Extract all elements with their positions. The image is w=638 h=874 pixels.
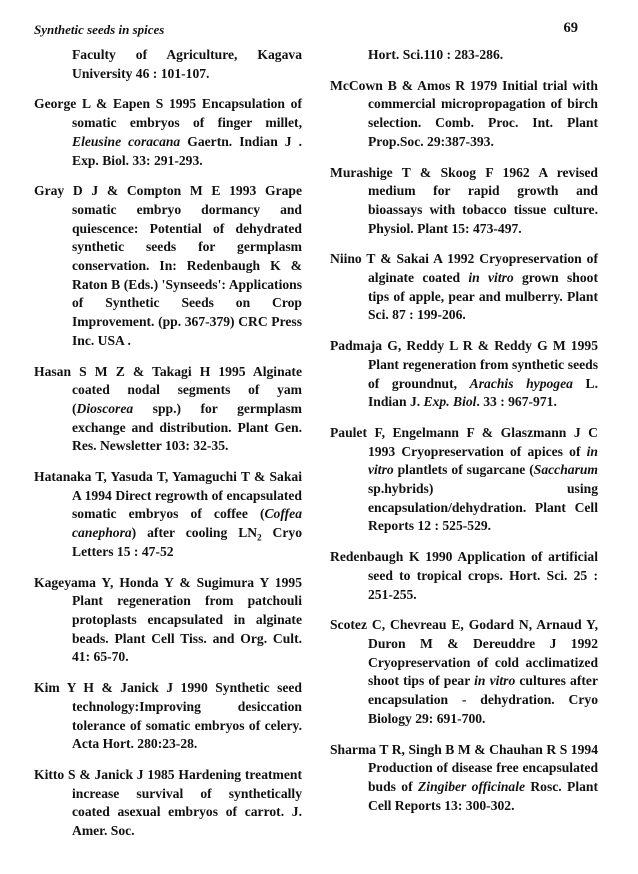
reference-hasan: Hasan S M Z & Takagi H 1995 Alginate coated nodal segments of yam (Dioscorea spp.) for germplasm exchange and distribution. Plant Gen. Res. Newsletter 103: 32-35. (34, 363, 302, 454)
reference-sharma: Sharma T R, Singh B M & Chauhan R S 1994 Production of disease free encapsulated buds of Zingiber officinale Rosc. Plant Cell Reports 13: 300-302. (330, 741, 599, 813)
reference-niino: Niino T & Sakai A 1992 Cryopreservation of alginate coated in vitro grown shoot tips of apple, pear and mulberry. Plant Sci. 87 : 199-206. (330, 251, 598, 323)
reference-cont-2: Hort. Sci.110 : 283-286. (368, 47, 504, 62)
reference-paulet: Paulet F, Engelmann F & Glaszmann J C 1993 Cryopreservation of apices of in vitro plantlets of sugarcane (Saccharum sp.hybrids) using encapsulation/dehydration. Plant Cell Reports 12 : 525-529. (330, 424, 598, 534)
running-title: Synthetic seeds in spices (34, 22, 165, 37)
reference-mccown: McCown B & Amos R 1979 Initial trial with commercial micropropagation of birch selection. Comb. Proc. Int. Plant Prop.Soc. 29:387-393. (330, 77, 598, 149)
reference-cont-1: Faculty of Agriculture, Kagava University 46 : 101-107. (72, 47, 302, 81)
reference-hatanaka: Hatanaka T, Yasuda T, Yamaguchi T & Sakai A 1994 Direct regrowth of encapsulated somatic embryos of coffee (Coffea canephora) after cooling $LN_2$ Cryo Letters 15 : 47-52 (34, 469, 302, 559)
reference-kitto: Kitto S & Janick J 1985 Hardening treatment increase survival of synthetically coated asexual embryos of carrot. J. Amer. Soc. (34, 766, 302, 839)
reference-scotez: Scotez C, Chevreau E, Godard N, Arnaud Y, Duron M & Dereuddre J 1992 Cryopreservation of cold acclimatized shoot tips of pear in vitro cultures after encapsulation - dehydration. Cryo Biology 29: 691-700. (330, 617, 598, 726)
references-body (34, 46, 598, 853)
left-column (34, 46, 302, 853)
reference-padmaja: Padmaja G, Reddy L R & Reddy G M 1995 Plant regeneration from synthetic seeds of groundnut, Arachis hypogea L. Indian J. Exp. Biol. 33 : 967-971. (330, 338, 599, 410)
right-column (330, 46, 598, 853)
reference-kageyama: Kageyama Y, Honda Y & Sugimura Y 1995 Plant regeneration from patchouli protoplasts encapsulated in alginate beads. Plant Cell Tiss. and Org. Cult. 41: 65-70. (34, 574, 302, 665)
reference-gray: Gray D J & Compton M E 1993 Grape somatic embryo dormancy and quiescence: Potential of dehydrated synthetic seeds for germplasm conservation. In: Redenbaugh K & Raton B (Eds.) 'Synseeds': Applications of Synthetic Seeds on Crop Improvement. (pp. 367-379) CRC Press Inc. USA . (34, 183, 302, 348)
reference-murashige: Murashige T & Skoog F 1962 A revised medium for rapid growth and bioassays with tobacco tissue culture. Physiol. Plant 15: 473-497. (330, 164, 598, 236)
reference-redenbaugh: Redenbaugh K 1990 Application of artificial seed to tropical crops. Hort. Sci. 25 : 251-255. (330, 549, 598, 602)
page-header (34, 20, 598, 46)
reference-george: George L & Eapen S 1995 Encapsulation of somatic embryos of finger millet, Eleusine coracana Gaertn. Indian J . Exp. Biol. 33: 291-293. (34, 96, 302, 168)
reference-kim: Kim Y H & Janick J 1990 Synthetic seed technology:Improving desiccation tolerance of somatic embryos of celery. Acta Hort. 280:23-28. (34, 680, 302, 752)
page-number: 69 (563, 20, 578, 36)
